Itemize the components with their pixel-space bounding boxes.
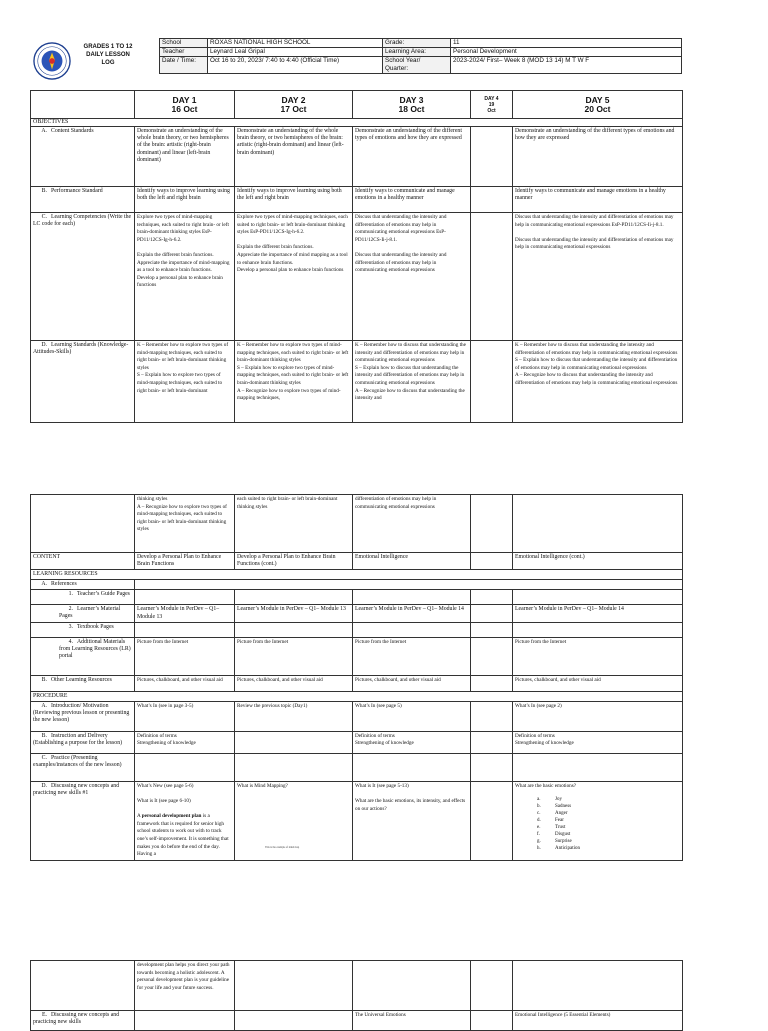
discussing-1-day2: What is Mind Mapping? This is the example of mind map [235,781,353,860]
content-day4 [471,553,513,570]
intro-day2: Review the previous topic (Day1) [235,701,353,731]
content-standards-label: A. Content Standards [31,127,135,187]
p3-day5 [513,961,683,1011]
grade-label: Grade: [383,39,451,48]
intro-day5: What’s In (see page 2) [513,701,683,731]
dll-title: GRADES 1 TO 12 DAILY LESSON LOG [83,44,133,66]
am-day5: Picture from the Internet [513,637,683,675]
emotion-item: c. Anger [537,811,568,817]
procedure-label: PROCEDURE [31,691,683,701]
emotion-item: a. Joy [537,797,562,803]
performance-standard-day2: Identify ways to improve learning using both the left and right brain [235,187,353,213]
tg-day3 [353,590,471,605]
procedure-table [30,494,683,861]
ol-day1: Pictures, chalkboard, and other visual aid [135,675,235,691]
performance-standard-day4 [471,187,513,213]
lm-day2: Learner’s Module in PerDev – Q1– Module 13 [235,605,353,622]
intro-day4 [471,701,513,731]
learning-standards-day4 [471,341,513,423]
tb-day1 [135,622,235,637]
discussing-2-day1 [135,1011,235,1031]
p3-day2 [235,961,353,1011]
ol-day5: Pictures, chalkboard, and other visual aid [513,675,683,691]
learning-standards-day5: K – Remember how to discuss that understanding the intensity and differentiation of emotions may help in communicating emotional expressions S – Explain how to discuss that understanding the intensity and differentiation of emotions may help in communicating emotional expressions A – Recognize how to discuss that understanding the intensity and differentiation of emotions may help in communicating emotional expressions [513,341,683,423]
learning-competencies-label: C. Learning Competencies (Write the LC code for each) [31,213,135,341]
ol-day4 [471,675,513,691]
lm-day3: Learner’s Module in PerDev – Q1– Module 14 [353,605,471,622]
date-label: Date / Time: [160,57,208,74]
continued-day2: each suited to right brain- or left brain-dominant thinking styles [235,495,353,553]
learning-competencies-day3: Discuss that understanding the intensity and differentiation of emotions may help in communicating emotional expressions EsP-PD11/12CS-Ii-j-8.1. Discuss that understanding the intensity and differentiation of emotions may help in communicating emotional expressions [353,213,471,341]
content-day2: Develop a Personal Plan to Enhance Brain Functions (cont.) [235,553,353,570]
teachers-guide-label: 1. Teacher’s Guide Pages [31,590,135,605]
school-label: School [160,39,208,48]
continued-day1: thinking styles A – Recognize how to explore two types of mind-mapping techniques, each suited to right brain- or left brain-dominant thinking styles [135,495,235,553]
emotion-item: e. Trust [537,825,566,831]
intro-day3: What’s In (see page 5) [353,701,471,731]
learning-competencies-day5: Discuss that understanding the intensity and differentiation of emotions may help in communicating emotional expressions EsP-PD11/12CS-Ii-j-8.1. Discuss that understanding the intensity and differentiation of emotions may help in communicating emotional expressions [513,213,683,341]
ol-day3: Pictures, chalkboard, and other visual aid [353,675,471,691]
learning-standards-label: D. Learning Standards (Knowledge-Attitudes-Skills) [31,341,135,423]
am-day4 [471,637,513,675]
additional-materials-label: 4. Additional Materials from Learning Resources (LR) portal [31,637,135,675]
learning-area-value: Personal Development [451,48,682,57]
discussing-1-day4 [471,781,513,860]
learning-competencies-day1: Explore two types of mind-mapping techniques, each suited to right brain- or left brain-dominant thinking styles EsP-PD11/12CS-Ig-h-6.2. Explain the different brain functions. Appreciate the importance of mind-mapping as a tool to enhance brain functions. Develop a personal plan to enhance brain functions [135,213,235,341]
performance-standard-day5: Identify ways to communicate and manage emotions in a healthy manner [513,187,683,213]
am-day1: Picture from the Internet [135,637,235,675]
instruction-day4 [471,731,513,753]
content-day5: Emotional Intelligence (cont.) [513,553,683,570]
lm-day5: Learner’s Module in PerDev – Q1– Module 14 [513,605,683,622]
content-standards-day5: Demonstrate an understanding of the different types of emotions and how they are expressed [513,127,683,187]
day-2-header: DAY 2 17 Oct [235,91,353,119]
discussing-2-label: E. Discussing new concepts and practicing new skills [31,1011,135,1031]
instruction-day1: Definition of terms Strengthening of knowledge [135,731,235,753]
tb-day5 [513,622,683,637]
header-table [159,38,682,74]
introduction-label: A. Introduction/ Motivation (Reviewing previous lesson or presenting the new lesson) [31,701,135,731]
discussing-1-day1: What’s New (see page 5-6) What is It (see page 6-10) A personal development plan is a framework that is required for senior high school students to work out with to track one’s self-improvement. It is something that makes you do before the end of the day. Having a [135,781,235,860]
learning-standards-day1: K – Remember how to explore two types of mind-mapping techniques, each suited to right brain- or left brain-dominant thinking styles S – Explain how to explore two types of mind-mapping techniques, each suited to right brain- or left brain-dominant [135,341,235,423]
continued-day3: differentiation of emotions may help in communicating emotional expressions [353,495,471,553]
tb-day4 [471,622,513,637]
tg-day5 [513,590,683,605]
discussing-2-day3: The Universal Emotions [353,1011,471,1031]
am-day3: Picture from the Internet [353,637,471,675]
content-standards-day2: Demonstrate an understanding of the whole brain theory, or two hemispheres of the brain: artistic (right-brain dominant) and linear (left-brain dominant) [235,127,353,187]
discussing-1-day3: What is It (see page 5-13) What are the basic emotions, its intensity, and effects on our actions? [353,781,471,860]
page-1 [0,0,768,442]
emotion-item: d. Fear [537,818,564,824]
emotion-item: f. Disgust [537,832,571,838]
practice-day1 [135,753,235,781]
ol-day2: Pictures, chalkboard, and other visual aid [235,675,353,691]
tg-day1 [135,590,235,605]
instruction-day5: Definition of terms Strengthening of knowledge [513,731,683,753]
p3-day4 [471,961,513,1011]
practice-label: C. Practice (Presenting examples/instances of the new lesson) [31,753,135,781]
instruction-day2 [235,731,353,753]
practice-day3 [353,753,471,781]
learning-competencies-day4 [471,213,513,341]
school-year-label: School Year/ Quarter: [383,57,451,74]
lm-day1: Learner’s Module in PerDev – Q1– Module 13 [135,605,235,622]
performance-standard-day1: Identify ways to improve learning using both the left and right brain [135,187,235,213]
continued-day4 [471,495,513,553]
day-4-header: DAY 4 19 Oct [471,91,513,119]
day-5-header: DAY 5 20 Oct [513,91,683,119]
continued-label-cell [31,495,135,553]
discussing-2-day2 [235,1011,353,1031]
discussing-2-day4 [471,1011,513,1031]
learning-standards-day2: K – Remember how to explore two types of mind-mapping techniques, each suited to right brain- or left brain-dominant thinking styles S – Explain how to explore two types of mind-mapping techniques, each suited to right brain- or left brain-dominant thinking styles A – Recognize how to explore two types of mind-mapping techniques, [235,341,353,423]
textbook-pages-label: 3. Textbook Pages [31,622,135,637]
content-label: CONTENT [31,553,135,570]
content-standards-day3: Demonstrate an understanding of the different types of emotions and how they are expressed [353,127,471,187]
tg-day2 [235,590,353,605]
p3-continued-day1: development plan helps you direct your path towards becoming a holistic adolescent. A personal development plan is your guideline for your life and your future success. [135,961,235,1011]
performance-standard-label: B. Performance Standard [31,187,135,213]
learning-standards-day3: K – Remember how to discuss that understanding the intensity and differentiation of emotions may help in communicating emotional expressions S – Explain how to discuss that understanding the intensity and differentiation of emotions may help in communicating emotional expressions A – Recognize how to discuss that understanding the intensity and [353,341,471,423]
basic-emotions-list [515,796,680,852]
page-3 [0,950,768,1024]
discussing-2-day5: Emotional Intelligence (5 Essential Elements) [513,1011,683,1031]
page3-table [30,960,683,1031]
content-standards-day4 [471,127,513,187]
content-day1: Develop a Personal Plan to Enhance Brain Functions [135,553,235,570]
practice-day4 [471,753,513,781]
instruction-label: B. Instruction and Delivery (Establishing a purpose for the lesson) [31,731,135,753]
content-standards-day1: Demonstrate an understanding of the whole brain theory, or two hemispheres of the brain: artistic (right-brain dominant) and linear (left-brain dominant) [135,127,235,187]
learning-competencies-day2: Explore two types of mind-mapping techniques, each suited to right brain- or left brain-dominant thinking styles EsP-PD11/12CS-Ig-h-6.2. Explain the different brain functions. Appreciate the importance of mind mapping as a tool to enhance brain functions. Develop a personal plan to enhance brain functions [235,213,353,341]
emotion-item: g. Surprise [537,839,572,845]
tg-day4 [471,590,513,605]
references-blank [135,580,683,590]
performance-standard-day3: Identify ways to communicate and manage emotions in a healthy manner [353,187,471,213]
teacher-label: Teacher [160,48,208,57]
lm-day4 [471,605,513,622]
school-value: ROXAS NATIONAL HIGH SCHOOL [208,39,383,48]
day-1-header: DAY 1 16 Oct [135,91,235,119]
school-year-value: 2023-2024/ First– Week 8 (MOD 13 14) M T W F [451,57,682,74]
learning-resources-label: LEARNING RESOURCES [31,570,683,580]
objectives-table [30,90,683,423]
blank-header-cell [31,91,135,119]
mind-map-caption: This is the example of mind map [265,845,300,849]
am-day2: Picture from the Internet [235,637,353,675]
tb-day3 [353,622,471,637]
instruction-day3: Definition of terms Strengthening of knowledge [353,731,471,753]
discussing-1-label: D. Discussing new concepts and practicing new skills #1 [31,781,135,860]
page-2 [0,488,768,902]
learning-area-label: Learning Area: [383,48,451,57]
deped-seal-icon [33,42,71,80]
teacher-value: Leynard Leal Gripal [208,48,383,57]
content-day3: Emotional Intelligence [353,553,471,570]
continued-day5 [513,495,683,553]
p3-label-blank [31,961,135,1011]
grade-value: 11 [451,39,682,48]
intro-day1: What’s In (see in page 3-5) [135,701,235,731]
date-value: Oct 16 to 20, 2023/ 7:40 to 4:40 (Official Time) [208,57,383,74]
other-resources-label: B. Other Learning Resources [31,675,135,691]
day-3-header: DAY 3 18 Oct [353,91,471,119]
emotion-item: h. Anticipation [537,846,580,852]
practice-day2 [235,753,353,781]
emotion-item: b. Sadness [537,804,572,810]
discussing-1-day5: What are the basic emotions? a. Joy b. Sadness c. Anger d. Fear e. Trust f. Disgust g. Surprise h. Anticipation [513,781,683,860]
references-label: A. References [31,580,135,590]
practice-day5 [513,753,683,781]
learners-material-label: 2. Learner’s Material Pages [31,605,135,622]
objectives-section-label: OBJECTIVES [31,119,683,127]
tb-day2 [235,622,353,637]
p3-day3 [353,961,471,1011]
